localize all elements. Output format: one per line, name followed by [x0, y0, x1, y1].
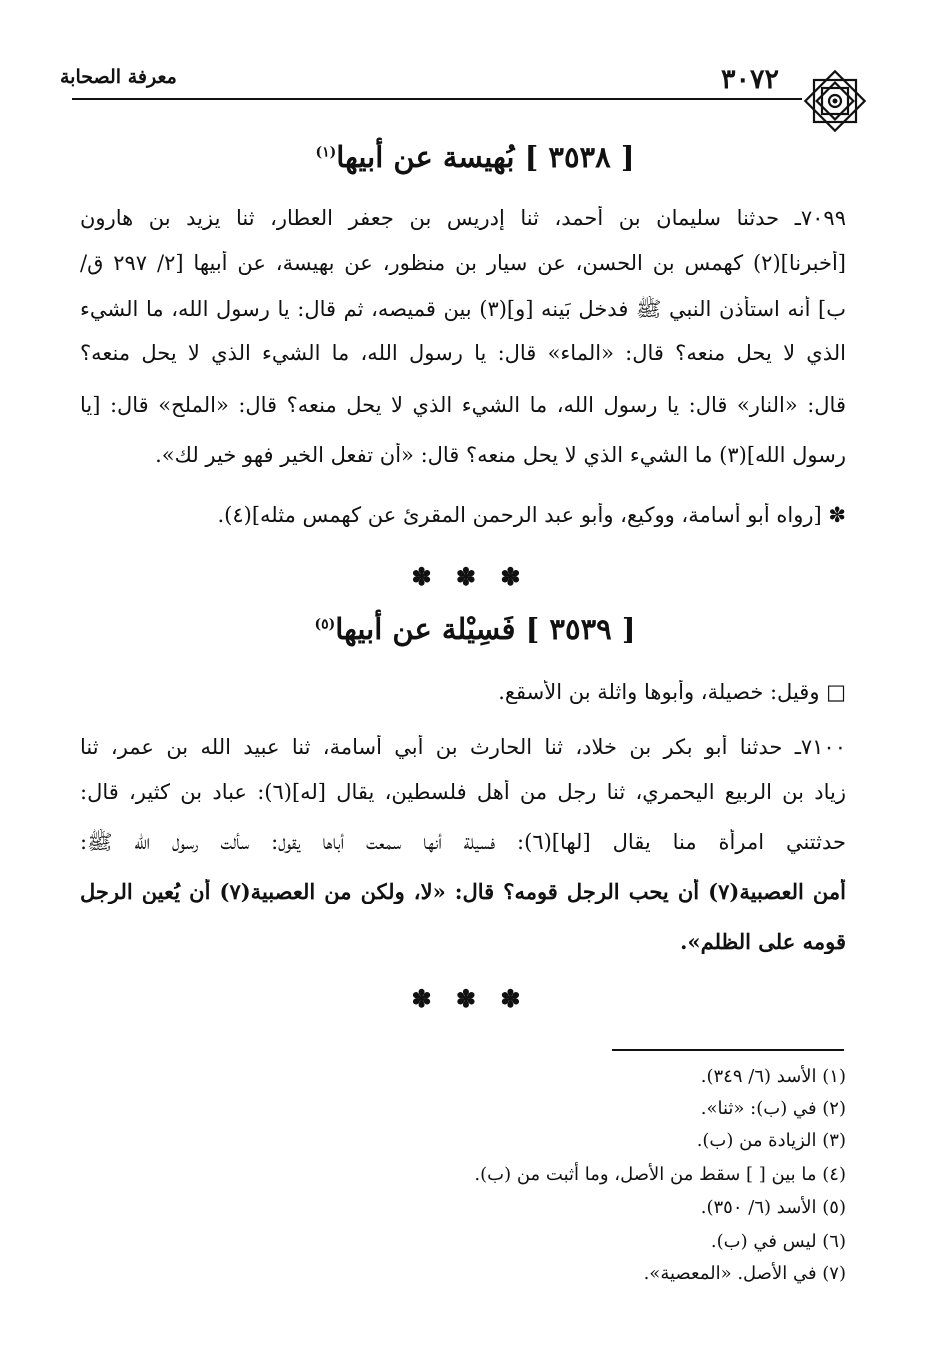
footnote: (٢) في (ب): «ثنا». — [700, 1098, 846, 1119]
narration-note: ✽ [رواه أبو أسامة، ووكيع، وأبو عبد الرحمن المقرئ عن كهمس مثله](٤). — [217, 503, 846, 527]
footnote-ref: (١) — [315, 144, 337, 161]
entry-title-3539 — [80, 612, 870, 646]
text-line: ب] أنه استأذن النبي ﷺ فدخل بَينه [و](٣) بين قميصه، ثم قال: يا رسول الله، ما الشيء — [80, 297, 846, 321]
text-line: ٧٠٩٩ـ حدثنا سليمان بن أحمد، ثنا إدريس بن جعفر العطار، ثنا يزيد بن هارون — [80, 206, 846, 230]
footnote-ref: (٥) — [314, 616, 336, 633]
running-head-title: معرفة الصحابة — [60, 66, 177, 88]
text-line: ٧١٠٠ـ حدثنا أبو بكر بن خلاد، ثنا الحارث بن أبي أسامة، ثنا عبيد الله بن عمر، ثنا — [80, 735, 846, 759]
octagonal-star-ornament-icon — [800, 66, 870, 136]
header-rule — [72, 98, 802, 100]
footnote: (٤) ما بين [ ] سقط من الأصل، وما أثبت من (ب). — [474, 1164, 846, 1185]
section-separator: ✽ ✽ ✽ — [411, 562, 529, 591]
footnote-rule — [612, 1049, 844, 1051]
footnote: (٥) الأسد (٦/ ٣٥٠). — [700, 1197, 846, 1218]
text-line: [أخبرنا](٢) كهمس بن الحسن، عن سيار بن منظور، عن بهيسة، عن أبيها [٢/ ٢٩٧ ق/ — [80, 251, 846, 275]
footnote: (١) الأسد (٦/ ٣٤٩). — [700, 1066, 846, 1087]
text-line: الذي لا يحل منعه؟ قال: «الماء» قال: يا رسول الله، ما الشيء الذي لا يحل منعه؟ — [80, 341, 846, 365]
entry-title-3538 — [80, 140, 870, 174]
text-line: قومه على الظلم». — [680, 929, 846, 954]
text-line: رسول الله](٣) ما الشيء الذي لا يحل منعه؟ قال: «أن تفعل الخير فهو خير لك». — [155, 443, 846, 467]
entry-title-text: [ ٣٥٣٩ ] فَسِيْلة عن أبيها — [335, 612, 636, 646]
text-line: حدثتني امرأة منا يقال [لها](٦): فسيلة أنها سمعت أباها يقول: سألت رسول الله ﷺ: — [80, 830, 846, 854]
section-separator: ✽ ✽ ✽ — [411, 984, 529, 1013]
text-line: أمن العصبية(٧) أن يحب الرجل قومه؟ قال: «لا، ولكن من العصبية(٧) أن يُعين الرجل — [80, 879, 846, 904]
footnote: (٦) ليس في (ب). — [710, 1231, 846, 1252]
footnote: (٧) في الأصل. «المعصية». — [643, 1263, 846, 1284]
text-line: □ وقيل: خصيلة، وأبوها واثلة بن الأسقع. — [498, 680, 846, 704]
entry-title-text: [ ٣٥٣٨ ] بُهيسة عن أبيها — [336, 140, 635, 174]
text-line: زياد بن الربيع اليحمري، ثنا رجل من أهل فلسطين، يقال [له](٦): عباد بن كثير، قال: — [80, 780, 846, 804]
footnote: (٣) الزيادة من (ب). — [696, 1130, 846, 1151]
page-number: ٣٠٧٢ — [720, 64, 779, 95]
text-line: قال: «النار» قال: يا رسول الله، ما الشيء الذي لا يحل منعه؟ قال: «الملح» قال: [يا — [80, 393, 846, 417]
